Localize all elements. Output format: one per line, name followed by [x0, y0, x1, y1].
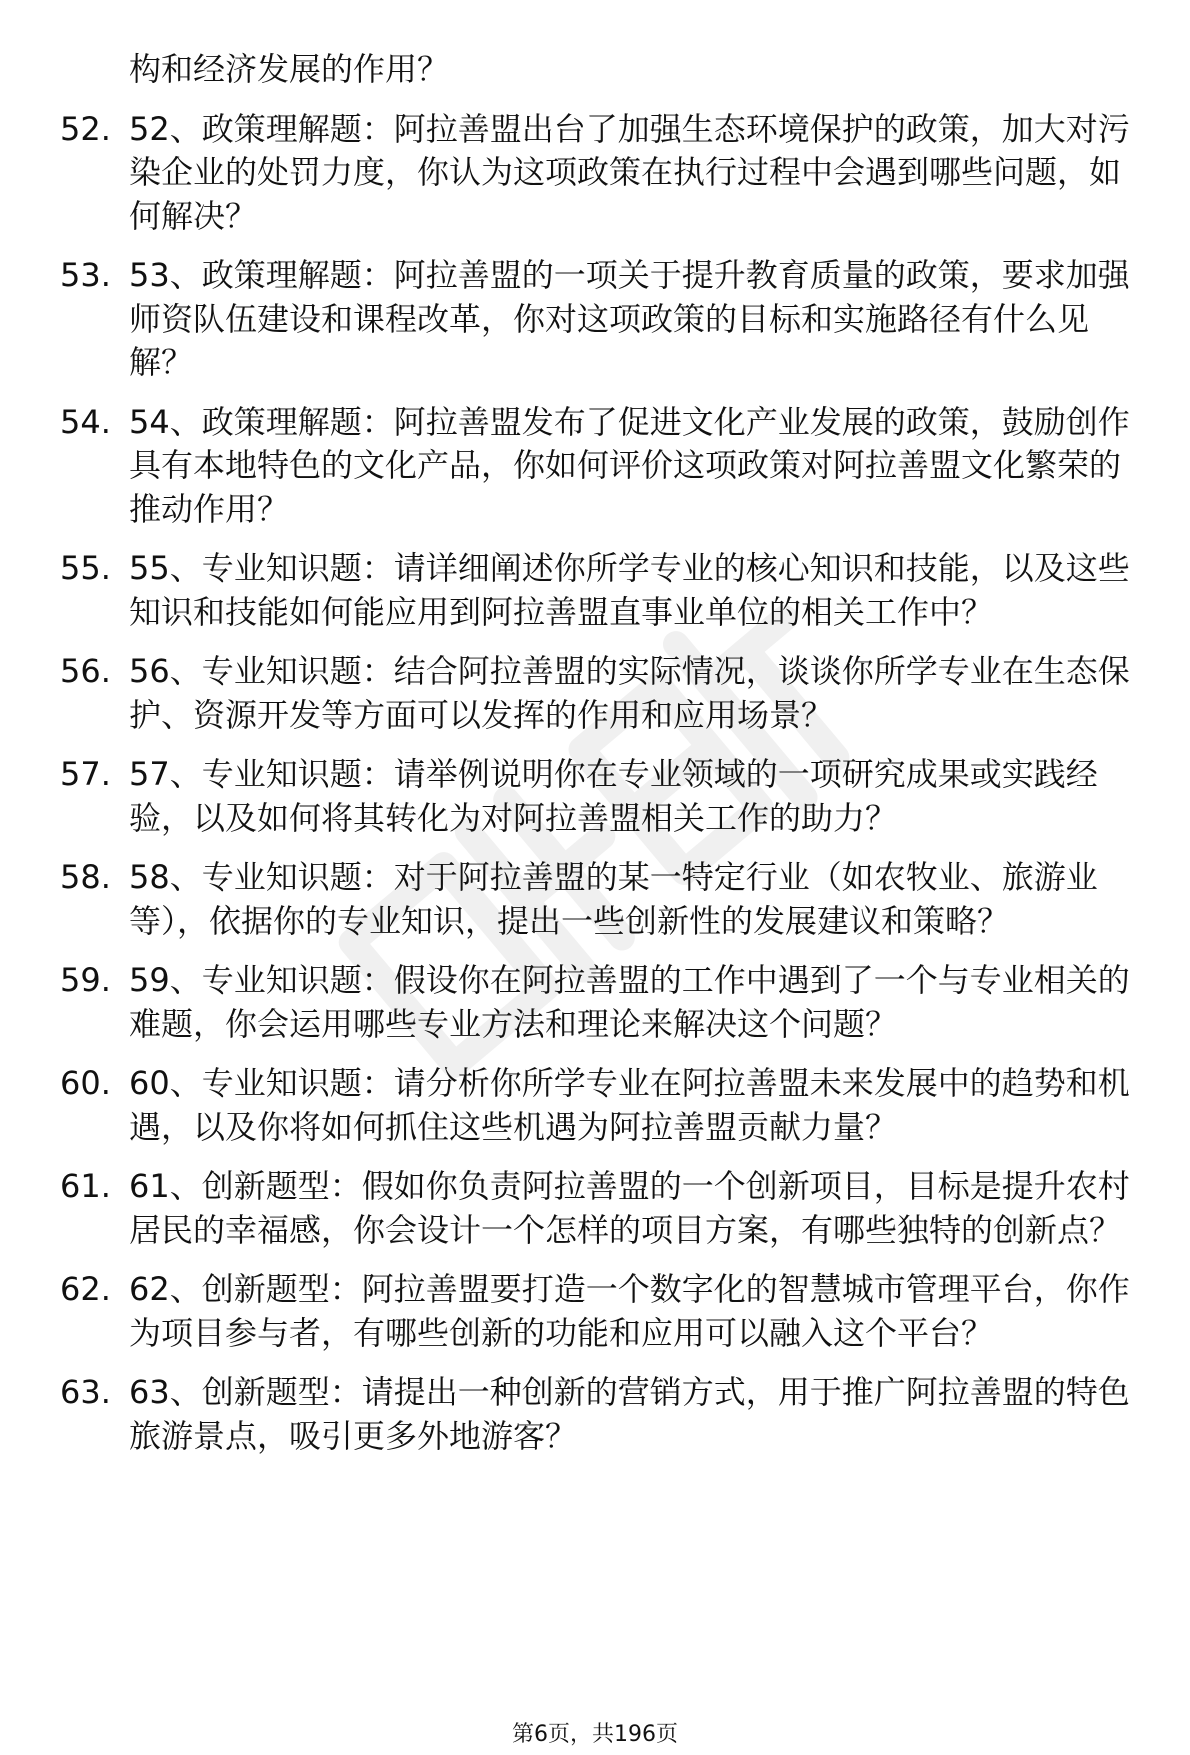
list-item: [0, 959, 1190, 1046]
list-item: [0, 108, 1190, 239]
question-number: 62.: [60, 1270, 111, 1308]
question-text: 60、专业知识题：请分析你所学专业在阿拉善盟未来发展中的趋势和机遇，以及你将如何抓住这些机遇为阿拉善盟贡献力量？: [129, 1064, 1130, 1146]
question-number: 57.: [60, 755, 111, 793]
question-number: 59.: [60, 961, 111, 999]
question-text: 53、政策理解题：阿拉善盟的一项关于提升教育质量的政策，要求加强师资队伍建设和课程改革，你对这项政策的目标和实施路径有什么见解？: [129, 256, 1130, 381]
document-content: [0, 48, 1190, 1474]
list-item: [0, 753, 1190, 840]
list-item: [0, 1268, 1190, 1355]
question-number: 53.: [60, 256, 111, 294]
list-item: [0, 1062, 1190, 1149]
page-footer: 第6页，共196页: [512, 1722, 678, 1747]
question-text: 52、政策理解题：阿拉善盟出台了加强生态环境保护的政策，加大对污染企业的处罚力度，你认为这项政策在执行过程中会遇到哪些问题，如何解决？: [129, 109, 1130, 235]
list-item: [0, 856, 1190, 943]
question-text: 58、专业知识题：对于阿拉善盟的某一特定行业（如农牧业、旅游业等），依据你的专业知识，提出一些创新性的发展建议和策略？: [129, 858, 1098, 940]
question-text: 55、专业知识题：请详细阐述你所学专业的核心知识和技能，以及这些知识和技能如何能应用到阿拉善盟直事业单位的相关工作中？: [129, 549, 1130, 631]
question-number: 58.: [60, 858, 111, 896]
question-text: 61、创新题型：假如你负责阿拉善盟的一个创新项目，目标是提升农村居民的幸福感，你会设计一个怎样的项目方案，有哪些独特的创新点？: [129, 1167, 1130, 1249]
question-list: [0, 108, 1190, 1459]
question-text: 59、专业知识题：假设你在阿拉善盟的工作中遇到了一个与专业相关的难题，你会运用哪些专业方法和理论来解决这个问题？: [129, 961, 1130, 1043]
list-item: [0, 1165, 1190, 1252]
continuation-text: 构和经济发展的作用？: [129, 50, 450, 88]
question-text: 56、专业知识题：结合阿拉善盟的实际情况，谈谈你所学专业在生态保护、资源开发等方面可以发挥的作用和应用场景？: [129, 652, 1130, 734]
question-number: 63.: [60, 1373, 111, 1411]
question-number: 54.: [60, 402, 111, 441]
list-item: [0, 547, 1190, 634]
question-text: 54、政策理解题：阿拉善盟发布了促进文化产业发展的政策，鼓励创作具有本地特色的文化产品，你如何评价这项政策对阿拉善盟文化繁荣的推动作用？: [129, 402, 1130, 528]
list-item: [0, 650, 1190, 737]
question-text: 57、专业知识题：请举例说明你在专业领域的一项研究成果或实践经验，以及如何将其转化为对阿拉善盟相关工作的助力？: [129, 755, 1098, 837]
question-number: 61.: [60, 1167, 111, 1205]
question-text: 63、创新题型：请提出一种创新的营销方式，用于推广阿拉善盟的特色旅游景点，吸引更多外地游客？: [129, 1373, 1130, 1455]
list-item: [0, 401, 1190, 532]
question-number: 56.: [60, 652, 111, 690]
list-item: [0, 254, 1190, 385]
question-number: 55.: [60, 549, 111, 587]
question-number: 52.: [60, 109, 111, 148]
question-text: 62、创新题型：阿拉善盟要打造一个数字化的智慧城市管理平台，你作为项目参与者，有哪些创新的功能和应用可以融入这个平台？: [129, 1270, 1130, 1352]
question-number: 60.: [60, 1064, 111, 1102]
list-item: [0, 1371, 1190, 1458]
